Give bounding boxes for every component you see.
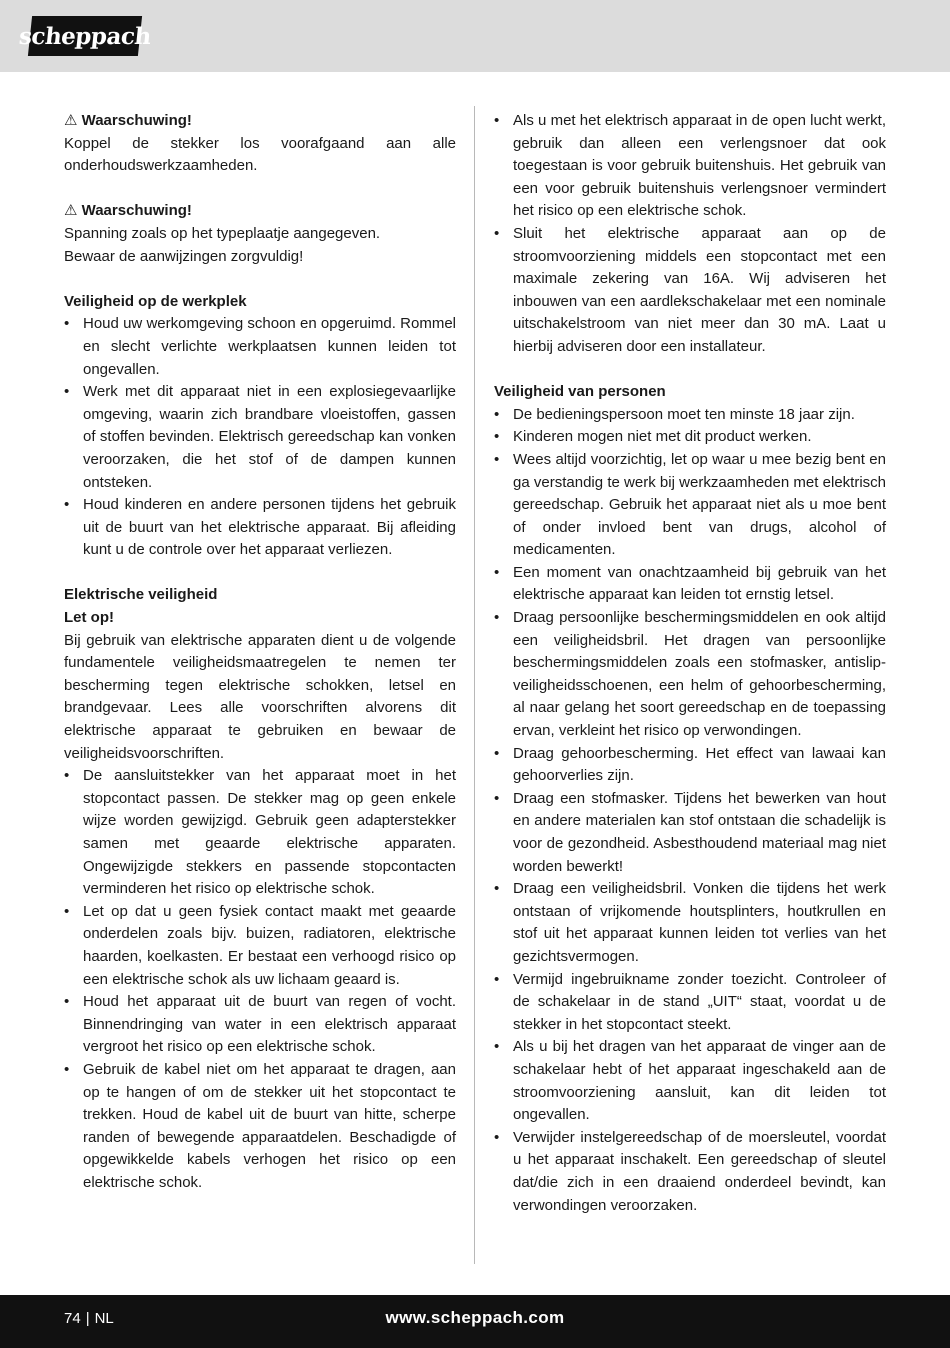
list-item: • Kinderen mogen niet met dit product werken. <box>494 426 886 449</box>
left-column <box>64 110 456 1195</box>
bullet-icon: • <box>494 970 500 988</box>
list-item: • Gebruik de kabel niet om het apparaat te dragen, aan op te hangen of om de stekker uit het stopcontact te trekken. Houd de kabel uit de buurt van hitte, scherpe randen of bewegende apparaatdelen. Beschadigde of opgewikkelde kabels verhogen het risico op een elektrische schok. <box>64 1060 456 1191</box>
warning-title: ⚠ Waarschuwing! <box>64 202 192 220</box>
list-item: • Als u met het elektrisch apparaat in de open lucht werkt, gebruik dan alleen een verlengsnoer dat ook toegestaan is voor gebruik buitenshuis. Het gebruik van een voor gebruik buitenshuis verlengsnoer vermindert het risico op een elektrische schok. <box>494 112 886 220</box>
warning-text: Koppel de stekker los voorafgaand aan alle onderhoudswerkzaamheden. <box>64 134 456 175</box>
bullet-icon: • <box>64 902 70 920</box>
list-item: • Draag een veiligheidsbril. Vonken die tijdens het werk ontstaan of vrijkomende houtsplinters, houtkrullen en stof uit het apparaat kunnen leiden tot verlies van het gezichtsvermogen. <box>494 880 886 965</box>
bullet-icon: • <box>64 993 70 1011</box>
bullet-icon: • <box>64 496 70 514</box>
bullet-icon: • <box>494 1038 500 1056</box>
bullet-icon: • <box>494 744 500 762</box>
list-item: • Een moment van onachtzaamheid bij gebruik van het elektrische apparaat kan leiden tot ernstig letsel. <box>494 563 886 604</box>
bullet-icon: • <box>64 383 70 401</box>
list-item: • Let op dat u geen fysiek contact maakt met geaarde onderdelen zoals bijv. buizen, radiatoren, elektrische haarden, koelkasten. Er bestaat een verhoogd risico op een elektrische schok als uw lichaam geaard is. <box>64 902 456 988</box>
list-item: • De aansluitstekker van het apparaat moet in het stopcontact passen. De stekker mag op geen enkele wijze worden gewijzigd. Gebruik geen adapterstekker samen met geaarde elektrische apparaten. Ongewijzigde stekkers en passende stopcontacten verminderen het risico op elektrische schok. <box>64 767 456 898</box>
list-item: • Draag gehoorbescherming. Het effect van lawaai kan gehoorverlies zijn. <box>494 744 886 785</box>
electrical-list <box>64 765 456 1194</box>
list-item: • Vermijd ingebruikname zonder toezicht. Controleer of de schakelaar in de stand „UIT“ staat, voordat u de stekker in het stopcontact steekt. <box>494 970 886 1033</box>
section-heading-workplace: Veiligheid op de werkplek <box>64 292 247 310</box>
page-number: 74 <box>64 1310 81 1327</box>
bullet-icon: • <box>494 563 500 581</box>
electrical-list-continued <box>494 110 886 359</box>
list-item: • Wees altijd voorzichtig, let op waar u mee bezig bent en ga verstandig te werk bij werkzaamheden met elektrisch gereedschap. Gebruik het apparaat niet als u moe bent of onder invloed bent van drugs, alcohol of medicamenten. <box>494 450 886 559</box>
bullet-icon: • <box>494 789 500 807</box>
warning-title: ⚠ Waarschuwing! <box>64 112 192 129</box>
language-code: NL <box>94 1310 114 1327</box>
list-item: • Als u bij het dragen van het apparaat de vinger aan de schakelaar hebt of het apparaat ingeschakeld aan de stroomvoorziening aansluit, kan dit leiden tot ongevallen. <box>494 1038 886 1124</box>
footer-separator: | <box>85 1310 90 1327</box>
section-subheading-attention: Let op! <box>64 609 114 627</box>
list-item: • Werk met dit apparaat niet in een explosiegevaarlijke omgeving, waarin zich brandbare vloeistoffen, gassen of stoffen bevinden. Elektrisch gereedschap kan vonken veroorzaken, die het stof of de dampen kunnen ontsteken. <box>64 383 456 491</box>
footer-band <box>0 1295 950 1348</box>
header-band <box>0 0 950 72</box>
bullet-icon: • <box>64 1060 70 1078</box>
bullet-icon: • <box>494 224 500 242</box>
website-link[interactable]: www.scheppach.com <box>385 1308 565 1327</box>
list-item: • Houd het apparaat uit de buurt van regen of vocht. Binnendringing van water in een elektrisch apparaat vergroot het risico op een elektrische schok. <box>64 993 456 1056</box>
right-column <box>494 110 886 1217</box>
bullet-icon: • <box>494 112 500 129</box>
list-item: • De bedieningspersoon moet ten minste 18 jaar zijn. <box>494 404 886 427</box>
list-item: • Verwijder instelgereedschap of de moersleutel, voordat u het apparaat inschakelt. Een gereedschap of sleutel dat/die zich in een draaiend onderdeel bevindt, kan verwondingen veroorzaken. <box>494 1128 886 1214</box>
brand-logo <box>17 16 153 56</box>
brand-logo-text: scheppach <box>17 22 153 50</box>
bullet-icon: • <box>64 767 70 785</box>
bullet-icon: • <box>494 450 500 468</box>
bullet-icon: • <box>494 405 500 423</box>
list-item: • Draag persoonlijke beschermingsmiddelen en ook altijd een veiligheidsbril. Het dragen van persoonlijke beschermingsmiddelen zoals een stofmasker, antislip-veiligheidsschoenen, een helm of gehoorbescherming, al naar gelang het soort gereedschap en de toepassing ervan, verkleint het risico op verwondingen. <box>494 609 886 740</box>
electrical-intro: Bij gebruik van elektrische apparaten dient u de volgende fundamentele veiligheidsmaatregelen te nemen ter bescherming tegen elektrische schokken, letsel en brandgevaar. Lees alle voorschriften alvorens dit elektrische apparaat te gebruiken en bewaar de veiligheidsvoorschriften. <box>64 631 456 762</box>
bullet-icon: • <box>64 315 70 333</box>
warning-text: Bewaar de aanwijzingen zorgvuldig! <box>64 247 304 265</box>
bullet-icon: • <box>494 609 500 627</box>
warning-text: Spanning zoals op het typeplaatje aangegeven. <box>64 224 381 242</box>
bullet-icon: • <box>494 428 500 446</box>
section-heading-persons: Veiligheid van personen <box>494 383 666 401</box>
column-divider <box>474 106 475 1264</box>
bullet-icon: • <box>494 880 500 898</box>
list-item: • Sluit het elektrische apparaat aan op de stroomvoorziening middels een stopcontact met een maximale zekering van 16A. Wij adviseren het inbouwen van een aardlekschakelaar met een nominale uitschakelstroom van niet meer dan 30 mA. Laat u hierbij adviseren door een installateur. <box>494 224 886 355</box>
list-item: • Houd uw werkomgeving schoon en opgeruimd. Rommel en slecht verlichte werkplaatsen kunnen leiden tot ongevallen. <box>64 315 456 378</box>
bullet-icon: • <box>494 1128 500 1146</box>
section-heading-electrical: Elektrische veiligheid <box>64 586 218 604</box>
workplace-list <box>64 313 456 562</box>
list-item: • Houd kinderen en andere personen tijdens het gebruik uit de buurt van het elektrische apparaat. Bij afleiding kunt u de controle over het apparaat verliezen. <box>64 496 456 559</box>
persons-list <box>494 404 886 1217</box>
list-item: • Draag een stofmasker. Tijdens het bewerken van hout en andere materialen kan stof ontstaan die schadelijk is voor de gezondheid. Asbesthoudend materiaal mag niet worden bewerkt! <box>494 789 886 875</box>
